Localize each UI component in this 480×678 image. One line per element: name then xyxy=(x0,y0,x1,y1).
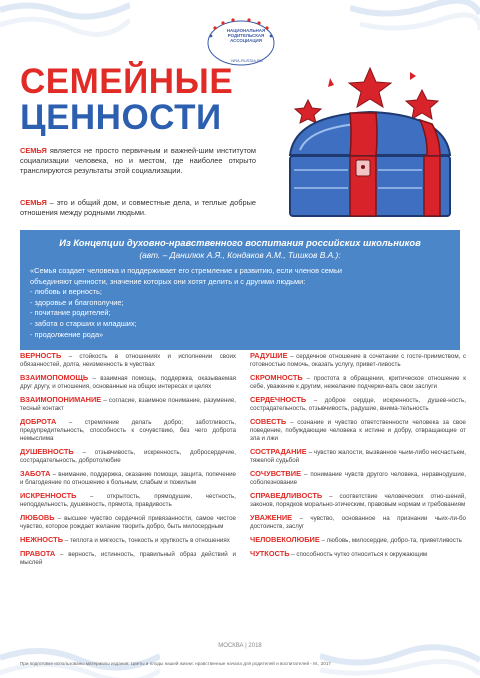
concept-line: «Семья создает человека и поддерживает его стремление к развитию, если членов семьи xyxy=(30,266,342,275)
definition-text: – чувство жалости, вызванное чьим-либо несчастьем, тяжелой судьбой xyxy=(250,449,466,464)
definition-term: ЧЕЛОВЕКОЛЮБИЕ xyxy=(250,535,320,544)
definition-term: ВЕРНОСТЬ xyxy=(20,351,62,360)
definition-term: ВЗАИМОПОМОЩЬ xyxy=(20,373,89,382)
definition-term: ЛЮБОВЬ xyxy=(20,513,55,522)
concept-title: Из Концепции духовно-нравственного воспитания российских школьников xyxy=(59,237,421,248)
concept-line: объединяют ценности, значение которых они хотят делить и с другими людьми: xyxy=(30,276,306,286)
definition-text: – верность, истинность, правильный образ действий и мыслей xyxy=(20,551,236,566)
definition-term: ЗАБОТА xyxy=(20,469,51,478)
definition-text: – согласие, взаимное понимание, разумение, тесный контакт xyxy=(20,397,236,412)
concept-line: - здоровье и благополучие; xyxy=(30,297,124,307)
concept-box xyxy=(20,230,460,350)
definition-item xyxy=(20,448,236,465)
definition-term: ДОБРОТА xyxy=(20,417,57,426)
definition-text: – отзывчивость, искренность, добросердечие, сострадательность, добротолюбие xyxy=(20,449,236,464)
concept-authors: (авт. – Данилюк А.Я., Кондаков А.М., Тишков В.А.): xyxy=(139,250,341,260)
concept-line: - почитание родителей; xyxy=(30,308,111,318)
corner-wave-top-right-icon xyxy=(350,0,480,60)
definition-item xyxy=(250,418,466,443)
definition-term: ИСКРЕННОСТЬ xyxy=(20,491,77,500)
definition-item xyxy=(250,550,466,559)
definition-item xyxy=(20,396,236,413)
definition-term: ДУШЕВНОСТЬ xyxy=(20,447,74,456)
definition-item xyxy=(250,448,466,465)
intro-paragraph-2 xyxy=(20,198,256,218)
logo-text: НАЦИОНАЛЬНАЯ РОДИТЕЛЬСКАЯ АССОЦИАЦИЯ xyxy=(226,28,266,43)
definition-item xyxy=(20,374,236,391)
definition-text: – способность чутко относиться к окружающим xyxy=(289,551,428,558)
page-title-line1: СЕМЕЙНЫЕ xyxy=(20,62,234,101)
definition-item xyxy=(250,536,466,545)
intro-term: СЕМЬЯ xyxy=(20,146,47,155)
definition-text: – взаимная помощь, поддержка, оказываемая друг другу, и отношения, основанные на общих интересах и целях xyxy=(20,375,236,390)
definition-item xyxy=(250,470,466,487)
intro-text: – это и общий дом, и совместные дела, и теплые добрые отношения между родными людьми. xyxy=(20,198,256,217)
definition-text: – чувство, основанное на признании чьих-ли-бо достоинств, заслуг xyxy=(250,515,466,530)
definition-term: СЕРДЕЧНОСТЬ xyxy=(250,395,307,404)
definitions-right-column xyxy=(250,352,466,564)
definition-text: – внимание, поддержка, оказание помощи, защита, попечение и благодеяние по отношению к больным, слабым и пожилым xyxy=(20,471,236,486)
definition-term: ПРАВОТА xyxy=(20,549,56,558)
treasure-chest-icon xyxy=(270,60,470,230)
concept-line: - продолжение рода» xyxy=(30,329,104,339)
definition-term: СОВЕСТЬ xyxy=(250,417,287,426)
logo-url: NRA-RUSSIA.RU xyxy=(231,58,263,63)
definition-item xyxy=(250,352,466,369)
definition-text: – любовь, милосердие, добро-та, приветливость xyxy=(319,537,462,544)
definition-item xyxy=(250,374,466,391)
definition-item xyxy=(250,514,466,531)
definition-item xyxy=(20,514,236,531)
definition-text: – доброе сердце, искренность, душев-ность, сострадательность, отзывчивость, радушие, внима-тельность xyxy=(250,397,466,412)
definition-item xyxy=(20,352,236,369)
definition-term: РАДУШИЕ xyxy=(250,351,288,360)
definition-text: – стремление делать добро; заботливость, предупредительность, способность к сочувствию, без чего доброта немыслима xyxy=(20,419,236,442)
intro-text: является не просто первичным и важней-шим институтом социализации человека, но и местом, где наиболее открыто транслируются результаты этой социализации. xyxy=(20,146,256,175)
definition-text: – высшее чувство сердечной привязанности, самое чистое чувство, которое рождает желание творить добро, быть милосердным xyxy=(20,515,236,530)
definition-term: СПРАВЕДЛИВОСТЬ xyxy=(250,491,323,500)
concept-text xyxy=(30,266,450,340)
definition-term: УВАЖЕНИЕ xyxy=(250,513,293,522)
definition-text: – соответствие человеческих отно-шений, законов, порядков морально-этическим, правовым нормам и требованиям xyxy=(250,493,466,508)
definition-text: – стойкость в отношениях и исполнении своих обязанностей, долга, неизменность в чувствах xyxy=(20,353,236,368)
definition-item xyxy=(20,492,236,509)
page-title-line2: ЦЕННОСТИ xyxy=(20,98,222,137)
definition-term: СКРОМНОСТЬ xyxy=(250,373,303,382)
definition-text: – понимание чувств другого человека, неравнодушие, соболезнование xyxy=(250,471,466,486)
definition-text: – сознание и чувство ответственности человека за свое поведение, побуждающие человека к истине и добру, отвращающие от зла и лжи xyxy=(250,419,466,442)
definition-item xyxy=(20,550,236,567)
definition-term: СОЧУВСТВИЕ xyxy=(250,469,301,478)
definition-item xyxy=(250,492,466,509)
definition-term: ВЗАИМОПОНИМАНИЕ xyxy=(20,395,102,404)
definition-term: ЧУТКОСТЬ xyxy=(250,549,290,558)
definition-text: – открытость, прямодушие, честность, неподдельность, душевность, прямота, правдивость xyxy=(20,493,236,508)
definition-text: – сердечное отношение в сочетании с госте-приимством, с готовностью помочь, оказать услугу, привет-ливость xyxy=(250,353,466,368)
definition-item xyxy=(250,396,466,413)
definition-item xyxy=(20,418,236,443)
definition-text: – теплота и мягкость, тонкость и хрупкость в отношениях xyxy=(63,537,230,544)
definition-text: – простота в обращении, критическое отношение к себе, уважение к другим, нежелание подчерки-вать свои заслуги xyxy=(250,375,466,390)
definition-item xyxy=(20,536,236,545)
corner-wave-top-left-icon xyxy=(0,0,130,60)
footer-city-year: МОСКВА | 2018 xyxy=(218,643,262,649)
definition-term: СОСТРАДАНИЕ xyxy=(250,447,307,456)
footer-note: При подготовке использованы материалы издания: Цветы и плоды нашей жизни: нравственные начала для родителей и воспитателей - М., 2017 xyxy=(20,661,331,666)
definitions-left-column xyxy=(20,352,236,572)
intro-paragraph-1 xyxy=(20,146,256,176)
definition-term: НЕЖНОСТЬ xyxy=(20,535,64,544)
concept-line: - любовь и верность; xyxy=(30,287,102,297)
concept-line: - забота о старших и младших; xyxy=(30,318,137,328)
definition-item xyxy=(20,470,236,487)
intro-term: СЕМЬЯ xyxy=(20,198,47,207)
